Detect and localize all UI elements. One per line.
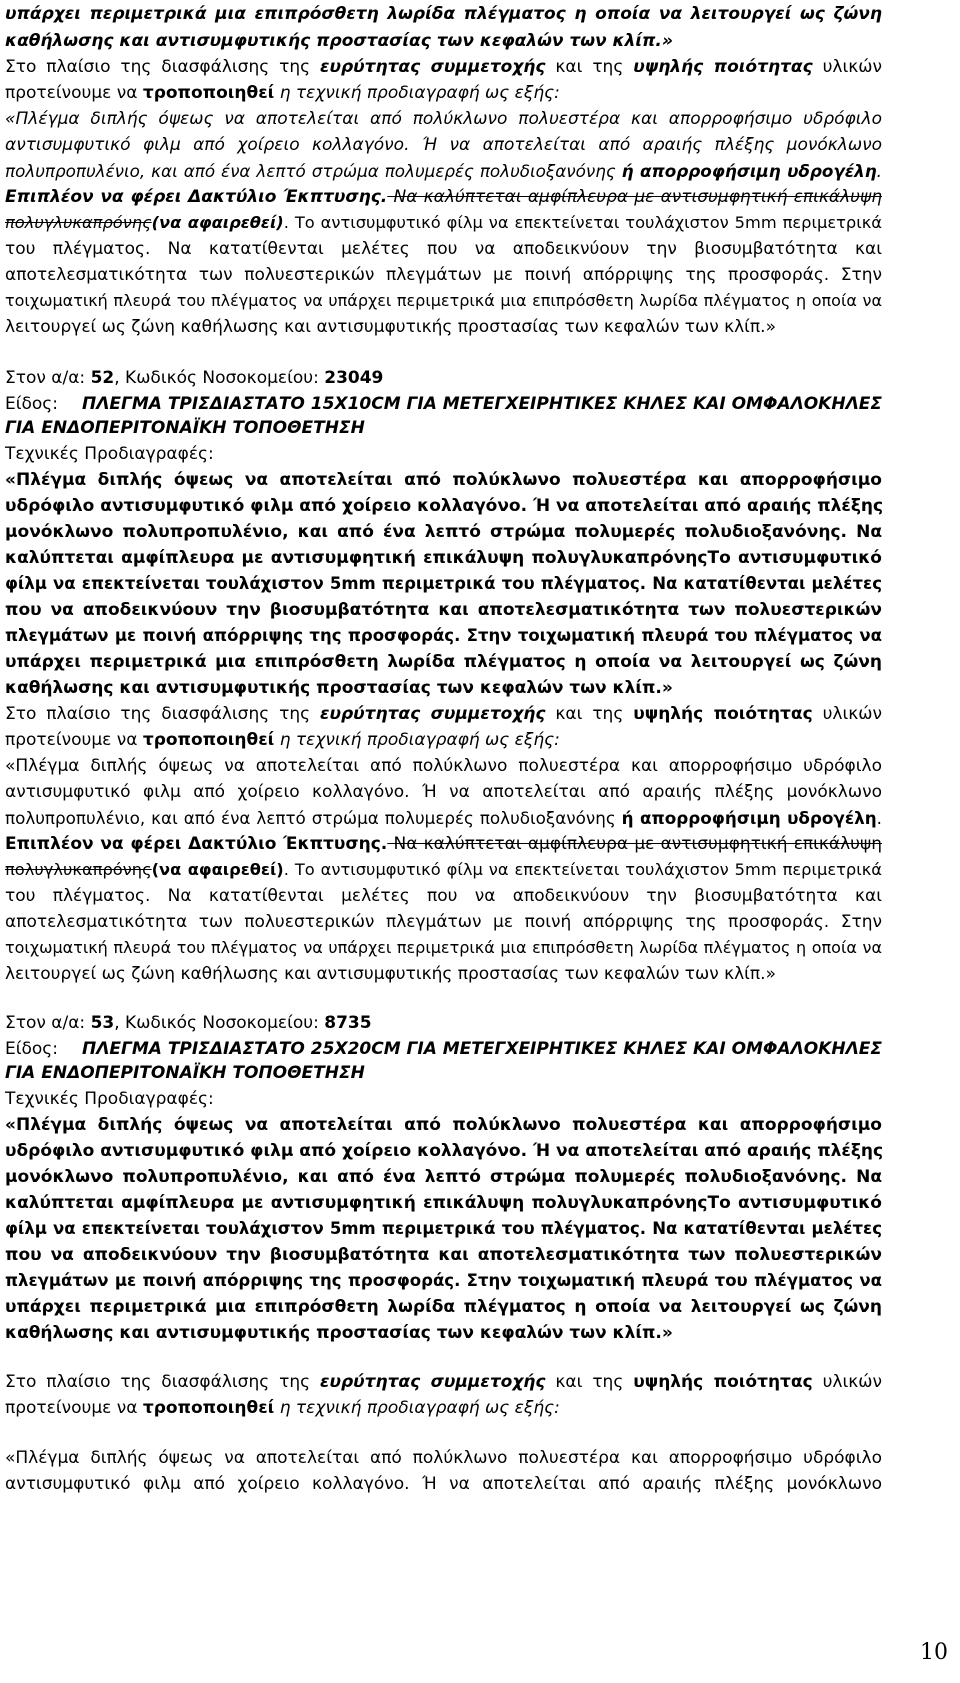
text-line: λειτουργεί ως ζώνη καθήλωσης και αντισυμφυτικής προστασίας των κεφαλών των κλίπ.»	[5, 317, 776, 337]
item-heading: Στον α/α: 53, Κωδικός Νοσοκομείου: 8735	[5, 1013, 372, 1033]
text-line: του πλέγματος. Να κατατίθενται μελέτες που να αποδεικνύουν την βιοσυμβατότητα και	[5, 239, 882, 259]
item-kind: Είδος: ΠΛΕΓΜΑ ΤΡΙΣΔΙΑΣΤΑΤΟ 15Χ10CM ΓΙΑ ΜΕΤΕΓΧΕΙΡΗΤΙΚΕΣ ΚΗΛΕΣ ΚΑΙ ΟΜΦΑΛΟΚΗΛΕΣ	[5, 394, 882, 414]
text-line: αποτελεσματικότητα των πολυεστερικών πλεγμάτων με ποινή απόρριψης της προσφοράς. Στην	[5, 265, 882, 285]
spec-line: καλύπτεται αμφίπλευρα με αντισυμφητική επικάλυψη πολυγλυκαπρόνηςΤο αντισυμφυτικό	[5, 1193, 882, 1213]
spec-line: «Πλέγμα διπλής όψεως να αποτελείται από πολύκλωνο πολυεστέρα και απορροφήσιμο	[5, 470, 882, 490]
item-kind-cont: ΓΙΑ ΕΝΔΟΠΕΡΙΤΟΝΑΪΚΗ ΤΟΠΟΘΕΤΗΣΗ	[5, 1063, 365, 1083]
text-line: πολυγλυκαπρόνης(να αφαιρεθεί). Το αντισυμφυτικό φίλμ να επεκτείνεται τουλάχιστον 5mm περιμετρικά	[5, 213, 883, 232]
spec-line: υδρόφιλο αντισυμφυτικό φιλμ από χοίρειο κολλαγόνο. Ή να αποτελείται από αραιής πλέξης	[5, 496, 884, 516]
spec-line: «Πλέγμα διπλής όψεως να αποτελείται από πολύκλωνο πολυεστέρα και απορροφήσιμο	[5, 1115, 882, 1135]
text-line: προτείνουμε να τροποποιηθεί η τεχνική προδιαγραφή ως εξής:	[5, 83, 560, 103]
spec-line: φίλμ να επεκτείνεται τουλάχιστον 5mm περιμετρικά του πλέγματος. Να κατατίθενται μελέτες	[5, 574, 882, 593]
text-line: αντισυμφυτικό φιλμ από χοίρειο κολλαγόνο. Ή να αποτελείται από αραιής πλέξης μονόκλωνο	[5, 135, 882, 155]
text-line: τοιχωματική πλευρά του πλέγματος να υπάρχει περιμετρικά μια επιπρόσθετη λωρίδα πλέγματος η οποία να	[5, 291, 882, 310]
text-line: Στο πλαίσιο της διασφάλισης της ευρύτητας συμμετοχής και της υψηλής ποιότητας υλικών	[5, 57, 882, 77]
spec-line: καλύπτεται αμφίπλευρα με αντισυμφητική επικάλυψη πολυγλυκαπρόνηςΤο αντισυμφυτικό	[5, 548, 882, 568]
page-number: 10	[920, 1640, 948, 1665]
spec-line: φίλμ να επεκτείνεται τουλάχιστον 5mm περιμετρικά του πλέγματος. Να κατατίθενται μελέτες	[5, 1219, 882, 1238]
text-line: καθήλωσης και αντισυμφυτικής προστασίας των κεφαλών των κλίπ.»	[5, 31, 673, 51]
text-line: πολυπροπυλένιο, και από ένα λεπτό στρώμα πολυμερές πολυδιοξανόνης ή απορροφήσιμη υδρογέλη.	[5, 808, 882, 828]
text-line: τοιχωματική πλευρά του πλέγματος να υπάρχει περιμετρικά μια επιπρόσθετη λωρίδα πλέγματος η οποία να	[5, 938, 882, 957]
item-heading: Στον α/α: 52, Κωδικός Νοσοκομείου: 23049	[5, 368, 384, 388]
spec-line: υπάρχει περιμετρικά μια επιπρόσθετη λωρίδα πλέγματος η οποία να λειτουργεί ως ζώνη	[5, 652, 882, 672]
text-line: Επιπλέον να φέρει Δακτύλιο Έκπτυσης. Να καλύπτεται αμφίπλευρα με αντισυμφητική επικάλυψη	[5, 834, 882, 854]
item-kind-cont: ΓΙΑ ΕΝΔΟΠΕΡΙΤΟΝΑΪΚΗ ΤΟΠΟΘΕΤΗΣΗ	[5, 418, 365, 438]
spec-line: υπάρχει περιμετρικά μια επιπρόσθετη λωρίδα πλέγματος η οποία να λειτουργεί ως ζώνη	[5, 1297, 882, 1317]
text-line: «Πλέγμα διπλής όψεως να αποτελείται από πολύκλωνο πολυεστέρα και απορροφήσιμο υδρόφιλο	[5, 1448, 882, 1468]
spec-line: καθήλωσης και αντισυμφυτικής προστασίας των κεφαλών των κλίπ.»	[5, 1323, 673, 1343]
text-line: «Πλέγμα διπλής όψεως να αποτελείται από πολύκλωνο πολυεστέρα και απορροφήσιμο υδρόφιλο	[5, 109, 882, 129]
text-line: αποτελεσματικότητα των πολυεστερικών πλεγμάτων με ποινή απόρριψης της προσφοράς. Στην	[5, 912, 882, 932]
item-kind: Είδος: ΠΛΕΓΜΑ ΤΡΙΣΔΙΑΣΤΑΤΟ 25Χ20CM ΓΙΑ ΜΕΤΕΓΧΕΙΡΗΤΙΚΕΣ ΚΗΛΕΣ ΚΑΙ ΟΜΦΑΛΟΚΗΛΕΣ	[5, 1039, 882, 1059]
spec-line: καθήλωσης και αντισυμφυτικής προστασίας των κεφαλών των κλίπ.»	[5, 678, 673, 698]
text-line: «Πλέγμα διπλής όψεως να αποτελείται από πολύκλωνο πολυεστέρα και απορροφήσιμο υδρόφιλο	[5, 756, 882, 776]
spec-line: πλεγμάτων με ποινή απόρριψης της προσφοράς. Στην τοιχωματική πλευρά του πλέγματος να	[5, 1271, 882, 1290]
text-line: πολυγλυκαπρόνης(να αφαιρεθεί). Το αντισυμφυτικό φίλμ να επεκτείνεται τουλάχιστον 5mm περιμετρικά	[5, 860, 883, 879]
specs-label: Τεχνικές Προδιαγραφές:	[5, 444, 214, 464]
spec-line: μονόκλωνο πολυπροπυλένιο, και από ένα λεπτό στρώμα πολυμερές πολυδιοξανόνης. Να	[5, 522, 882, 542]
spec-line: που να αποδεικνύουν την βιοσυμβατότητα και αποτελεσματικότητα των πολυεστερικών	[5, 600, 882, 620]
text-line: του πλέγματος. Να κατατίθενται μελέτες που να αποδεικνύουν την βιοσυμβατότητα και	[5, 886, 882, 906]
spec-line: που να αποδεικνύουν την βιοσυμβατότητα και αποτελεσματικότητα των πολυεστερικών	[5, 1245, 882, 1265]
text-line: Στο πλαίσιο της διασφάλισης της ευρύτητας συμμετοχής και της υψηλής ποιότητας υλικών	[5, 1372, 882, 1392]
text-line: Στο πλαίσιο της διασφάλισης της ευρύτητας συμμετοχής και της υψηλής ποιότητας υλικών	[5, 704, 882, 724]
text-line: Επιπλέον να φέρει Δακτύλιο Έκπτυσης. Να καλύπτεται αμφίπλευρα με αντισυμφητική επικάλυψη	[5, 187, 882, 207]
specs-label: Τεχνικές Προδιαγραφές:	[5, 1089, 214, 1109]
spec-line: υδρόφιλο αντισυμφυτικό φιλμ από χοίρειο κολλαγόνο. Ή να αποτελείται από αραιής πλέξης	[5, 1141, 884, 1161]
text-line: λειτουργεί ως ζώνη καθήλωσης και αντισυμφυτικής προστασίας των κεφαλών των κλίπ.»	[5, 964, 776, 984]
spec-line: πλεγμάτων με ποινή απόρριψης της προσφοράς. Στην τοιχωματική πλευρά του πλέγματος να	[5, 626, 882, 645]
text-line: πολυπροπυλένιο, και από ένα λεπτό στρώμα πολυμερές πολυδιοξανόνης ή απορροφήσιμη υδρογέλη.	[5, 161, 882, 181]
text-line: προτείνουμε να τροποποιηθεί η τεχνική προδιαγραφή ως εξής:	[5, 1398, 560, 1418]
spec-line: μονόκλωνο πολυπροπυλένιο, και από ένα λεπτό στρώμα πολυμερές πολυδιοξανόνης. Να	[5, 1167, 882, 1187]
text-line: αντισυμφυτικό φιλμ από χοίρειο κολλαγόνο. Ή να αποτελείται από αραιής πλέξης μονόκλωνο	[5, 1474, 882, 1494]
text-line: προτείνουμε να τροποποιηθεί η τεχνική προδιαγραφή ως εξής:	[5, 730, 560, 750]
text-line: υπάρχει περιμετρικά μια επιπρόσθετη λωρίδα πλέγματος η οποία να λειτουργεί ως ζώνη	[5, 4, 882, 24]
text-line: αντισυμφυτικό φιλμ από χοίρειο κολλαγόνο. Ή να αποτελείται από αραιής πλέξης μονόκλωνο	[5, 782, 882, 802]
